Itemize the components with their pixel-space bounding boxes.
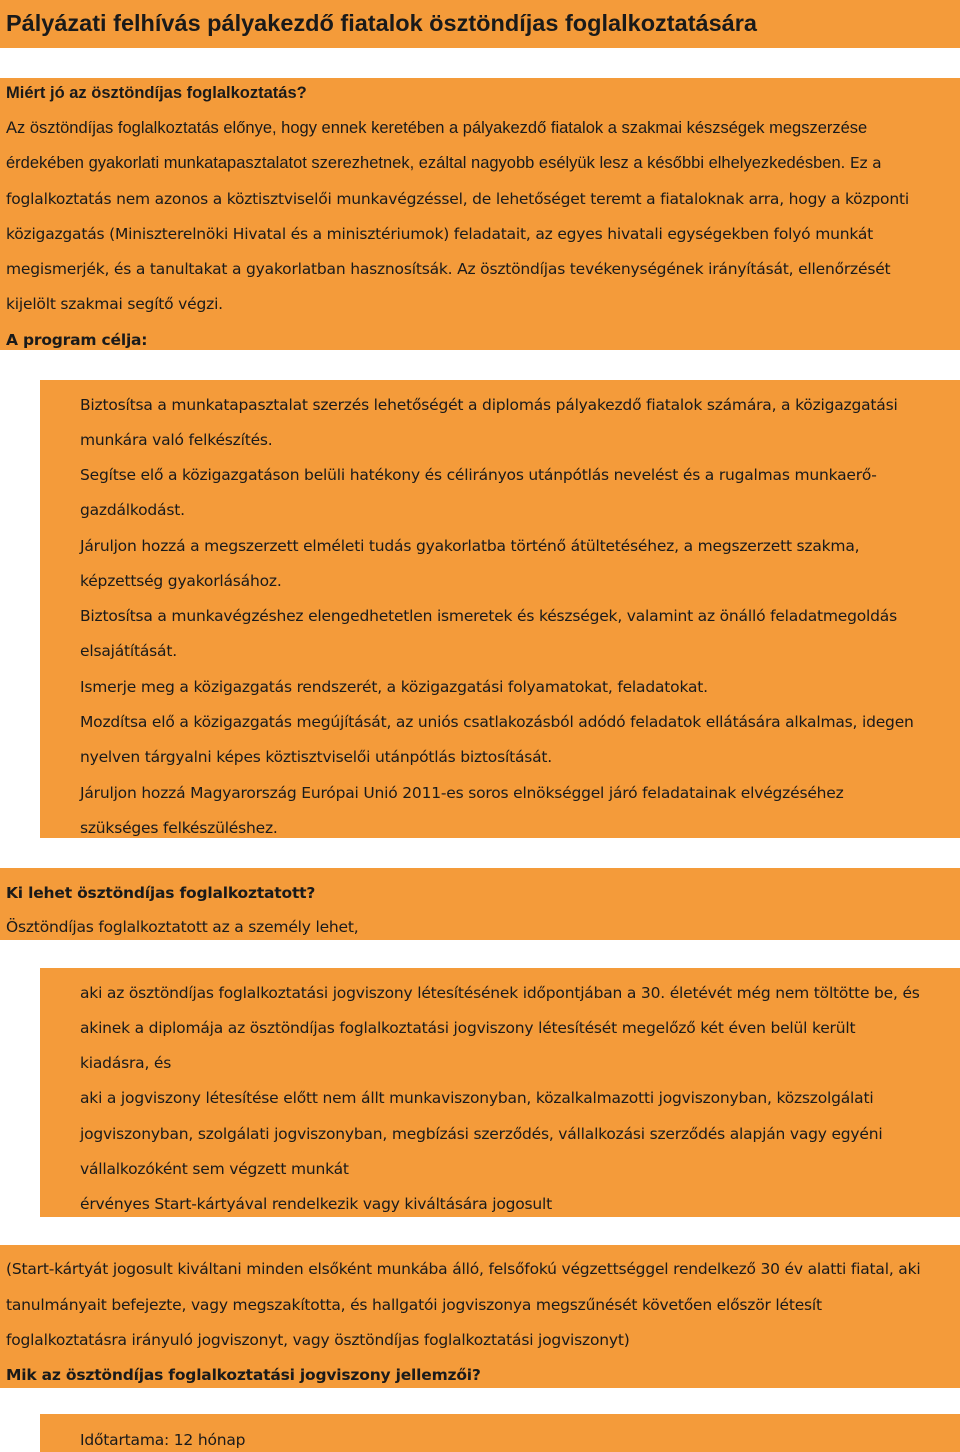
program-line: Mozdítsa elő a közigazgatás megújítását, az uniós csatlakozásból adódó feladatok ellátására alkalmas, idegen	[80, 713, 914, 731]
who-line: vállalkozóként sem végzett munkát	[80, 1160, 349, 1178]
who-intro: Ösztöndíjas foglalkoztatott az a személy lehet,	[6, 918, 359, 936]
program-heading: A program célja:	[6, 331, 148, 349]
start-note-line: (Start-kártyát jogosult kiváltani minden elsőként munkába álló, felsőfokú végzettséggel rendelkező 30 év alatti fiatal, aki	[6, 1260, 921, 1278]
program-line: Ismerje meg a közigazgatás rendszerét, a közigazgatási folyamatokat, feladatokat.	[80, 678, 708, 696]
features-line: Időtartama: 12 hónap	[80, 1431, 246, 1449]
program-line: Járuljon hozzá a megszerzett elméleti tudás gyakorlatba történő átültetéséhez, a megszerzett szakma,	[80, 537, 860, 555]
program-line: Járuljon hozzá Magyarország Európai Unió 2011-es soros elnökséggel járó feladatainak elvégzéséhez	[80, 784, 844, 802]
why-line-2	[6, 154, 881, 173]
why-line-3: foglalkoztatás nem azonos a köztisztviselői munkavégzéssel, de lehetőséget teremt a fiataloknak arra, hogy a központi	[6, 190, 909, 208]
why-line-4: közigazgatás (Miniszterelnöki Hivatal és a minisztériumok) feladatait, az egyes hivatali egységekben folyó munkát	[6, 225, 874, 243]
program-line: gazdálkodást.	[80, 501, 185, 519]
page-title: Pályázati felhívás pályakezdő fiatalok ösztöndíjas foglalkoztatására	[6, 10, 757, 36]
program-line: elsajátítását.	[80, 642, 177, 660]
program-line: munkára való felkészítés.	[80, 431, 273, 449]
features-heading: Mik az ösztöndíjas foglalkoztatási jogviszony jellemzői?	[6, 1366, 481, 1384]
program-line: képzettség gyakorlásához.	[80, 572, 282, 590]
who-line: aki a jogviszony létesítése előtt nem állt munkaviszonyban, közalkalmazotti jogviszonyban, közszolgálati	[80, 1089, 874, 1107]
program-line: szükséges felkészüléshez.	[80, 819, 278, 837]
why-line-6: kijelölt szakmai segítő végzi.	[6, 295, 223, 313]
program-line: Segítse elő a közigazgatáson belüli hatékony és célirányos utánpótlás nevelést és a rugalmas munkaerő-	[80, 466, 877, 484]
who-line: aki az ösztöndíjas foglalkoztatási jogviszony létesítésének időpontjában a 30. életévét még nem töltötte be, és	[80, 984, 920, 1002]
program-line: nyelven tárgyalni képes köztisztviselői utánpótlás biztosítását.	[80, 748, 553, 766]
why-line-1: Az ösztöndíjas foglalkoztatás előnye, hogy ennek keretében a pályakezdő fiatalok a szakmai készségek megszerzése	[6, 119, 868, 137]
who-line: akinek a diplomája az ösztöndíjas foglalkoztatási jogviszony létesítését megelőző két éven belül került	[80, 1019, 856, 1037]
who-line: kiadásra, és	[80, 1054, 172, 1072]
program-line: Biztosítsa a munkavégzéshez elengedhetetlen ismeretek és készségek, valamint az önálló feladatmegoldás	[80, 607, 897, 625]
why-line-2-tail: Ez a	[849, 154, 882, 172]
program-line: Biztosítsa a munkatapasztalat szerzés lehetőségét a diplomás pályakezdő fiatalok számára, a közigazgatási	[80, 396, 898, 414]
why-line-5: megismerjék, és a tanultakat a gyakorlatban hasznosítsák. Az ösztöndíjas tevékenységének irányítását, ellenőrzését	[6, 260, 891, 278]
start-note-line: tanulmányait befejezte, vagy megszakította, és hallgatói jogviszonya megszűnését követően először létesít	[6, 1296, 822, 1314]
who-line: érvényes Start-kártyával rendelkezik vagy kiváltására jogosult	[80, 1195, 553, 1213]
start-note-line: foglalkoztatásra irányuló jogviszonyt, vagy ösztöndíjas foglalkoztatási jogviszonyt)	[6, 1331, 630, 1349]
why-line-2-text: érdekében gyakorlati munkatapasztalatot szerezhetnek, ezáltal nagyobb esélyük lesz a későbbi elhelyezkedésben.	[6, 154, 846, 172]
who-line: jogviszonyban, szolgálati jogviszonyban, megbízási szerződés, vállalkozási szerződés alapján vagy egyéni	[80, 1125, 883, 1143]
why-heading: Miért jó az ösztöndíjas foglalkoztatás?	[6, 84, 307, 102]
who-heading: Ki lehet ösztöndíjas foglalkoztatott?	[6, 884, 316, 902]
